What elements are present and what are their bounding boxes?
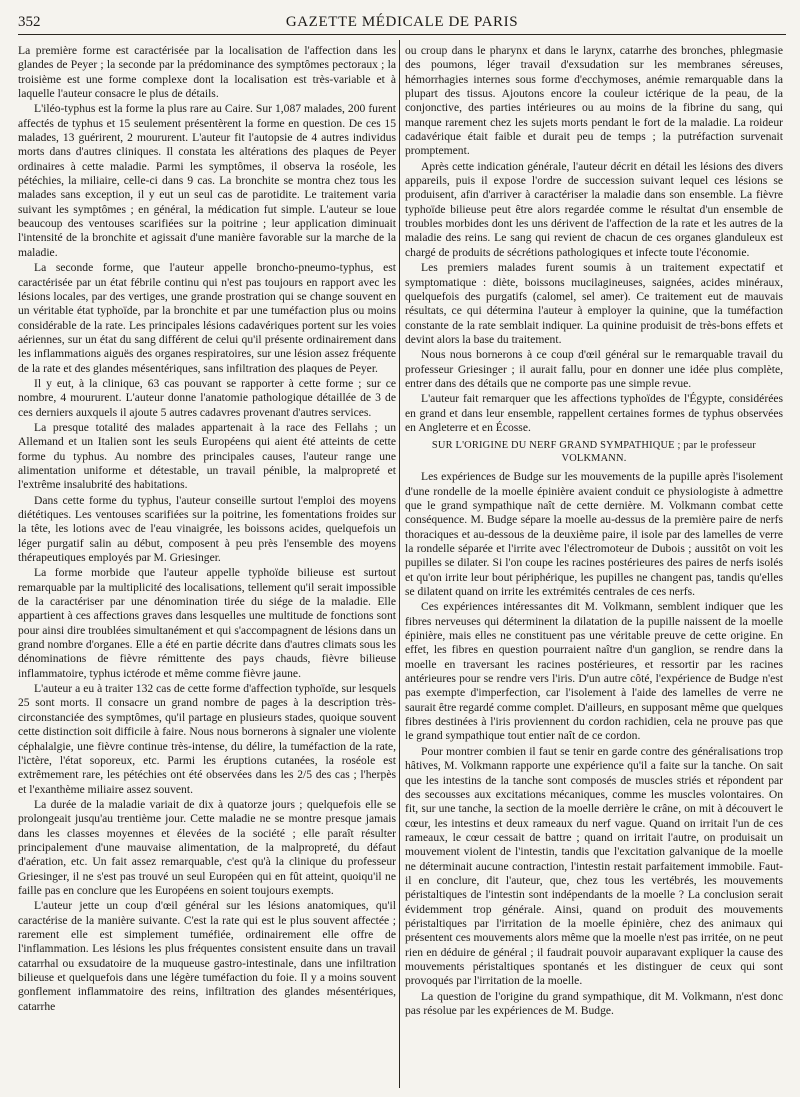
paragraph: Les premiers malades furent soumis à un traitement expectatif et symptomatique : diète, boissons mucilagineuses, saignées, acides minéraux, quelquefois des purgatifs (calomel, sel amer). Ce traitement eut de mauvais résultats, ce qui détermina l'auteur à employer la quinine, que la tuméfaction constante de la rate semblait indiquer. La quinine produisit de très-bons effets et devint alors la base du traitement. <box>405 261 783 346</box>
column-divider <box>399 40 400 1088</box>
paragraph: La durée de la maladie variait de dix à quatorze jours ; quelquefois elle se prolongeait jusqu'au trentième jour. Cette maladie ne se montre presque jamais dans les classes moyennes et élevées de la société ; elle paraît résulter principalement d'une mauvaise alimentation, de la malpropreté, du défaut d'aération, etc. Un fait assez remarquable, c'est qu'à la clinique du professeur Griesinger, il ne s'est pas trouvé un seul Européen qui en fût atteint, quoiqu'il ne faille pas en conclure que les Européens en soient toujours exempts. <box>18 797 396 897</box>
journal-title: GAZETTE MÉDICALE DE PARIS <box>285 14 519 30</box>
paragraph: Après cette indication générale, l'auteur décrit en détail les lésions des divers appareils, puis il expose l'ordre de succession suivant lequel ces lésions se produisent, afin d'arriver à caractériser la maladie dans son ensemble. La fièvre typhoïde bilieuse peut être alors regardée comme le résultat d'un ensemble de troubles morbides dont les uns dérivent de l'affection de la rate et les autres de la maladie des reins. Le sang qui revient de chacun de ces organes glanduleux est chargé de produits de sécrétions pathologiques et infecte toute l'économie. <box>405 159 783 259</box>
paragraph: La presque totalité des malades appartenait à la race des Fellahs ; un Allemand et un Italien sont les seuls Européens qui aient été atteints de cette forme du typhus. Au nombre des principales causes, l'auteur range une alimentation uniforme et détestable, un travail pénible, la malpropreté et l'extrême insalubrité des habitations. <box>18 420 396 492</box>
paragraph: La question de l'origine du grand sympathique, dit M. Volkmann, n'est donc pas résolue par les expériences de M. Budge. <box>405 989 783 1017</box>
paragraph: La seconde forme, que l'auteur appelle broncho-pneumo-typhus, est caractérisée par un état fébrile continu qui n'est pas toujours en rapport avec les lésions locales, par des vertiges, une grande prostration qui se change souvent en un véritable état typhoïde, par la bronchite et par une tuméfaction plus ou moins considérable de la rate. Les principales lésions cadavériques portent sur les voies aériennes, sur un état du sang différent de celui qu'il présente ordinairement dans les inflammations aiguës des organes respiratoires, sur une lésion assez fréquente de la rate et des glandes mésentériques, sans infiltration des plaques de Peyer. <box>18 261 396 375</box>
right-column <box>405 44 783 1019</box>
paragraph: La forme morbide que l'auteur appelle typhoïde bilieuse est surtout remarquable par la multiplicité des localisations, tellement qu'il serait impossible de la caractériser par une dénomination tirée du siége de la maladie. Elle appartient à ces affections graves dans lesquelles une multitude de fonctions sont pour ainsi dire troublées simultanément et qui s'accompagnent de lésions dans un grand nombre d'organes. Elle a été en partie décrite dans d'autres climats sous les dénominations de fièvre rémittente des pays chauds, fièvre bilieuse inflammatoire, typhus ictérode et même comme fièvre jaune. <box>18 566 396 680</box>
paragraph: L'auteur fait remarquer que les affections typhoïdes de l'Égypte, considérées en grand et dans leur ensemble, rappellent certaines formes de typhus observées en Angleterre et en Écosse. <box>405 392 783 434</box>
section-heading-title: SUR L'ORIGINE DU NERF GRAND SYMPATHIQUE ; par le professeur <box>431 440 757 452</box>
section-heading-author: VOLKMANN. <box>561 453 627 465</box>
paragraph: Les expériences de Budge sur les mouvements de la pupille après l'isolement d'une rondelle de la moelle épinière avaient conduit ce physiologiste à admettre que le grand sympathique naît de cette dernière. M. Volkmann combat cette conséquence. M. Budge sépare la moelle au-dessus de la première paire de nerfs thoraciques et au-dessous de la deuxième paire, il isole par des lamelles de verre la rondelle séparée et l'irrite avec l'électromoteur de Dubois ; aussitôt on voit les pupilles se dilater. Si l'on coupe les racines postérieures des paires de nerfs isolés et qu'on irrite leur bout périphérique, les pupilles ne changent pas, tandis qu'elles se dilatent quand on irrite les extrémités centrales de ces nerfs. <box>405 470 783 599</box>
paragraph: Ces expériences intéressantes dit M. Volkmann, semblent indiquer que les fibres nerveuses qui déterminent la dilatation de la pupille naissent de la moelle épinière, mais elles ne constituent pas une véritable preuve de cette origine. En effet, les fibres en question pourraient naître d'un ganglion, se rendre dans la moelle en traversant les racines postérieures, et ressortir par les racines antérieures pour se rendre vers l'iris. D'un autre côté, l'expérience de Budge n'est pas exempte d'imperfection, car l'isolement à l'aide des lamelles de verre ne saurait être regardé comme complet. D'ailleurs, en supposant même que quelques fibres destinées à l'iris proviennent du cordon rachidien, cela ne prouve pas que le grand sympathique tout entier naît de ce cordon. <box>405 600 783 743</box>
paragraph: L'iléo-typhus est la forme la plus rare au Caire. Sur 1,087 malades, 200 furent affectés de typhus et 15 seulement présentèrent la forme en question. De ces 15 malades, 13 guérirent, 2 moururent. L'auteur fit l'autopsie de 4 autres individus morts dans d'autres cliniques. Il constata les altérations des plaques de Peyer ordinaires à cette maladie. Parmi les symptômes, il observa la roséole, les pétéchies, la miliaire, celle-ci dans 9 cas. La bronchite se montra chez tous les malades sans exception, il y eut un seul cas de parotidite. Le traitement varia suivant les symptômes ; en général, la médication fut simple. L'auteur se loue beaucoup des ventouses scarifiées sur la poitrine ; leur application diminuait l'intensité de la bronchite et agissait d'une manière favorable sur la marche de la maladie. <box>18 102 396 259</box>
paragraph: Nous nous bornerons à ce coup d'œil général sur le remarquable travail du professeur Griesinger ; il aurait fallu, pour en donner une idée plus complète, entrer dans des détails que ne comporte pas une simple revue. <box>405 348 783 390</box>
section-heading <box>417 439 771 465</box>
paragraph: L'auteur a eu à traiter 132 cas de cette forme d'affection typhoïde, sur lesquels 25 sont morts. Il consacre un grand nombre de pages à la description très-circonstanciée des symptômes, qu'il partage en plusieurs stades, quoique souvent cette distinction soit difficile à faire. Nous nous bornerons à signaler une violente céphalalgie, une fièvre continue très-intense, du délire, la tuméfaction de la rate, l'ictère, l'état soporeux, etc. Parmi les éruptions cutanées, la roséole est extrêmement rare, les pétéchies ont été observées dans les 2/5 des cas ; l'herpès et l'exanthème miliaire assez souvent. <box>18 682 396 796</box>
left-column <box>18 44 396 1015</box>
paragraph: Dans cette forme du typhus, l'auteur conseille surtout l'emploi des moyens diététiques. Les ventouses scarifiées sur la poitrine, les fomentations froides sur la tête, les lotions avec de l'eau vinaigrée, les boissons acides, quelquefois un léger purgatif salin au début, composent à peu près l'ensemble des moyens thérapeutiques employés par M. Griesinger. <box>18 493 396 565</box>
paragraph: Pour montrer combien il faut se tenir en garde contre des généralisations trop hâtives, M. Volkmann rapporte une expérience qu'il a faite sur la tanche. On sait que les intestins de la tanche sont composés de muscles striés et répondent par des secousses aux excitations mécaniques, comme les muscles volontaires. On fit, sur une tanche, la section de la moelle derrière le crâne, on mit à découvert le cœur, les intestins et deux rameaux du nerf vague. Quand on irritait l'un de ces rameaux, le cœur cessait de battre ; quand on irritait l'autre, on produisait un mouvement violent de l'intestin, tandis que l'excitation galvanique de la moelle ne déterminait aucune contraction, l'intestin restait parfaitement immobile. Faut-il en conclure, dit l'auteur, que, chez tous les vertébrés, les mouvements péristaltiques de l'intestin sont indépendants de la moelle ? La conclusion serait évidemment trop générale. Ainsi, quand on produit des mouvements péristaltiques par l'irritation de la moelle épinière, chez des animaux qui présentent ces mouvements alors même que la moelle n'est pas irritée, on ne peut rien en déduire de général ; il faudrait pouvoir auparavant expliquer la cause des mouvements péristaltiques spontanés et les distinguer de ceux qui sont provoqués par l'irritation de la moelle. <box>405 744 783 988</box>
header-rule <box>18 34 786 35</box>
paragraph: Il y eut, à la clinique, 63 cas pouvant se rapporter à cette forme ; sur ce nombre, 4 moururent. L'auteur donne l'anatomie pathologique détaillée de 3 de ces derniers auxquels il ajoute 5 autres cadavres provenant d'autres services. <box>18 376 396 419</box>
page-number: 352 <box>18 14 41 30</box>
paragraph: L'auteur jette un coup d'œil général sur les lésions anatomiques, qu'il caractérise de la manière suivante. C'est la rate qui est le plus souvent affectée ; rarement elle est simplement tuméfiée, ordinairement elle offre de l'inflammation. Les lésions les plus fréquentes consistent ensuite dans un travail catarrhal ou exsudatoire de la muqueuse gastro-intestinale, dans une infiltration bilieuse et quelquefois dans une légère tuméfaction du foie. Il y a moins souvent gonflement inflammatoire des reins, infiltration des glandes mésentériques, catarrhe <box>18 899 396 1013</box>
paragraph: ou croup dans le pharynx et dans le larynx, catarrhe des bronches, phlegmasie des poumons, léger travail d'exsudation sur les membranes séreuses, hémorrhagies internes sous forme d'ecchymoses, anémie remarquable dans la plupart des tissus. Ajoutons encore la couleur ictérique de la peau, de la conjonctive, des parties intérieures ou au moins de la fibrine du sang, qui manque rarement chez les sujets morts pendant le fort de la maladie. La roideur cadavérique était faible et durait peu de temps ; la putréfaction survenait promptement. <box>405 44 783 158</box>
paragraph: La première forme est caractérisée par la localisation de l'affection dans les glandes de Peyer ; la seconde par la prédominance des symptômes pectoraux ; la troisième est une forme complexe dont la localisation est très-variable et à laquelle l'auteur consacre le plus de détails. <box>18 44 396 101</box>
page-header <box>18 14 786 36</box>
